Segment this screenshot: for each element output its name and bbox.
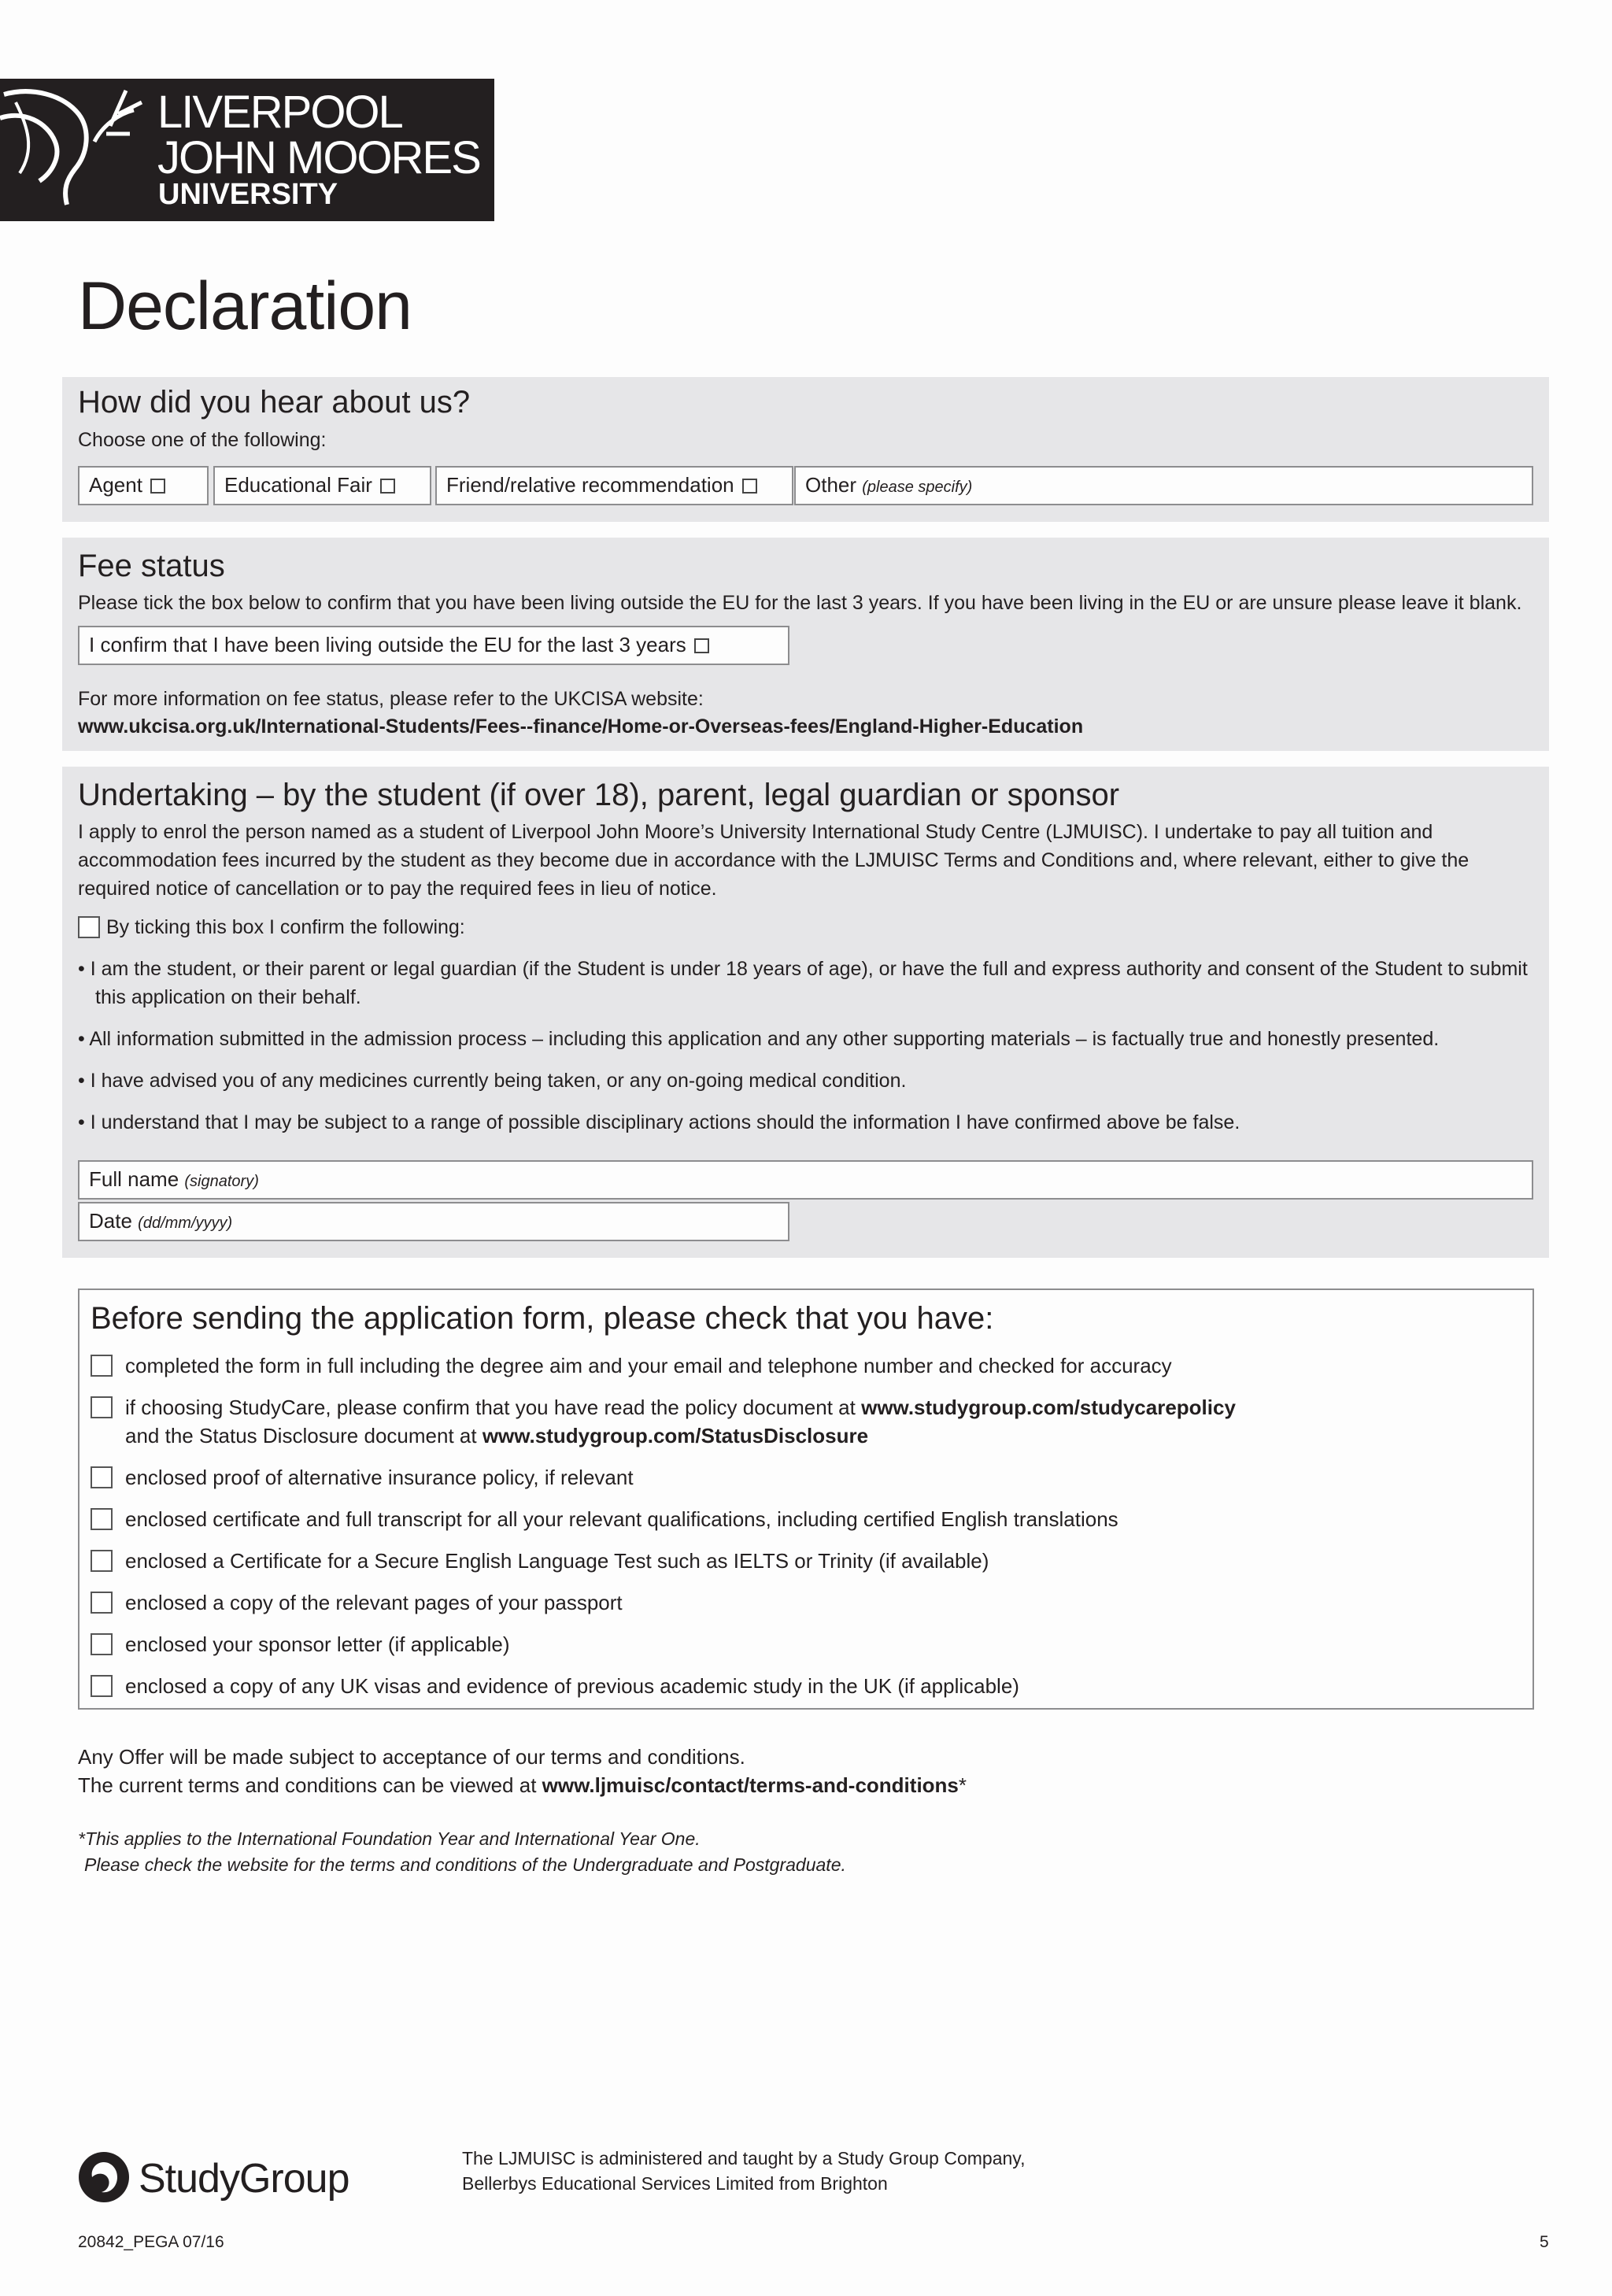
- option-friend-recommendation[interactable]: [435, 466, 793, 505]
- other-specify-input[interactable]: [794, 466, 1533, 505]
- fee-instruction: Please tick the box below to confirm that you have been living outside the EU for the last 3 years. If you have been living in the EU or are unsure please leave it blank.: [78, 592, 1522, 614]
- option-agent[interactable]: [78, 466, 209, 505]
- date-input[interactable]: [78, 1202, 789, 1241]
- fee-confirm-label: I confirm that I have been living outside the EU for the last 3 years: [89, 633, 686, 656]
- checklist-item-3: enclosed proof of alternative insurance policy, if relevant: [125, 1466, 634, 1489]
- logo-line2: JOHN MOORES: [157, 132, 480, 183]
- studycare-link[interactable]: www.studygroup.com/studycarepolicy: [861, 1396, 1236, 1419]
- fee-confirm-field[interactable]: [78, 626, 789, 665]
- other-hint: (please specify): [862, 479, 973, 496]
- studygroup-brand: StudyGroup: [139, 2156, 349, 2202]
- checklist-checkbox-5[interactable]: [91, 1550, 113, 1572]
- undertaking-para-line1: I apply to enrol the person named as a student of Liverpool John Moore’s University International Study Centre (LJMUISC). I undertake to pay all tuition and: [78, 821, 1433, 843]
- terms-note1: *This applies to the International Foundation Year and International Year One.: [78, 1828, 701, 1849]
- undertaking-confirm-label: By ticking this box I confirm the following:: [106, 916, 465, 938]
- checklist-item-1: completed the form in full including the degree aim and your email and telephone number and checked for accuracy: [125, 1354, 1172, 1377]
- undertaking-para-line3: required notice of cancellation or to pay the required fees in lieu of notice.: [78, 878, 717, 900]
- footer-admin-line2: Bellerbys Educational Services Limited from Brighton: [462, 2173, 888, 2194]
- option-educational-fair[interactable]: [213, 466, 431, 505]
- full-name-input[interactable]: [78, 1160, 1533, 1200]
- footer-admin-line1: The LJMUISC is administered and taught by a Study Group Company,: [462, 2148, 1026, 2168]
- date-label: Date: [89, 1209, 132, 1233]
- hear-instruction: Choose one of the following:: [78, 429, 327, 451]
- fee-confirm-checkbox[interactable]: [694, 638, 709, 653]
- undertaking-para-line2: accommodation fees incurred by the student as they become due in accordance with the LJMUISC Terms and Conditions and, where relevant, either to give the: [78, 849, 1470, 871]
- undertaking-bullet-1: • I am the student, or their parent or legal guardian (if the Student is under 18 years of age), or have the full and express authority and consent of the Student to submit this application on their behalf.: [78, 958, 1528, 1008]
- checklist-checkbox-7[interactable]: [91, 1633, 113, 1655]
- logo-line3: UNIVERSITY: [158, 178, 338, 211]
- checklist-checkbox-4[interactable]: [91, 1508, 113, 1530]
- undertaking-confirm-checkbox[interactable]: [78, 916, 100, 938]
- checklist-item-5: enclosed a Certificate for a Secure English Language Test such as IELTS or Trinity (if available): [125, 1549, 989, 1573]
- agent-checkbox[interactable]: [150, 479, 165, 494]
- checklist-item-status: [125, 1422, 868, 1450]
- hear-title: How did you hear about us?: [78, 385, 471, 420]
- checklist-item-4: enclosed certificate and full transcript for all your relevant qualifications, including certified English translations: [125, 1507, 1118, 1531]
- checklist-item-6: enclosed a copy of the relevant pages of your passport: [125, 1591, 623, 1614]
- checklist-checkbox-1[interactable]: [91, 1355, 113, 1377]
- status-disclosure-link[interactable]: www.studygroup.com/StatusDisclosure: [482, 1424, 869, 1447]
- checklist-item-7: enclosed your sponsor letter (if applicable): [125, 1632, 510, 1656]
- friend-recommendation-checkbox[interactable]: [742, 479, 757, 494]
- checklist-checkbox-studycare[interactable]: [91, 1396, 113, 1418]
- page-number: 5: [1540, 2233, 1549, 2251]
- option-agent-label: Agent: [89, 473, 142, 497]
- terms-link[interactable]: www.ljmuisc/contact/terms-and-conditions: [542, 1773, 959, 1797]
- date-hint: (dd/mm/yyyy): [138, 1215, 233, 1232]
- undertaking-bullet-4: • I understand that I may be subject to a range of possible disciplinary actions should the information I have confirmed above be false.: [78, 1111, 1240, 1133]
- checklist-checkbox-3[interactable]: [91, 1466, 113, 1488]
- terms-line1: Any Offer will be made subject to acceptance of our terms and conditions.: [78, 1745, 745, 1769]
- university-logo: [0, 79, 494, 221]
- logo-line1: LIVERPOOL: [157, 87, 402, 138]
- option-friend-label: Friend/relative recommendation: [446, 473, 734, 497]
- page-title: Declaration: [78, 268, 412, 344]
- terms-asterisk: *: [958, 1773, 967, 1797]
- undertaking-bullet-3: • I have advised you of any medicines currently being taken, or any on-going medical condition.: [78, 1070, 907, 1092]
- checklist-checkbox-8[interactable]: [91, 1675, 113, 1697]
- undertaking-bullet-2: • All information submitted in the admission process – including this application and any other supporting materials – is factually true and honestly presented.: [78, 1028, 1440, 1050]
- checklist-item-8: enclosed a copy of any UK visas and evidence of previous academic study in the UK (if applicable): [125, 1674, 1019, 1698]
- fee-status-section: [62, 538, 1549, 751]
- option-fair-label: Educational Fair: [224, 473, 372, 497]
- hear-about-us-section: [62, 377, 1549, 522]
- checklist-checkbox-6[interactable]: [91, 1592, 113, 1614]
- undertaking-title: Undertaking – by the student (if over 18), parent, legal guardian or sponsor: [78, 778, 1120, 812]
- checklist-title: Before sending the application form, please check that you have:: [91, 1301, 994, 1336]
- application-checklist: [78, 1288, 1534, 1710]
- ukcisa-link[interactable]: www.ukcisa.org.uk/International-Students/Fees--finance/Home-or-Overseas-fees/England-Higher-Education: [78, 715, 1084, 738]
- fee-info: For more information on fee status, please refer to the UKCISA website:: [78, 688, 704, 710]
- terms-line2-text: The current terms and conditions can be viewed at: [78, 1773, 537, 1797]
- terms-note2: Please check the website for the terms and conditions of the Undergraduate and Postgraduate.: [84, 1854, 846, 1875]
- studycare-text: if choosing StudyCare, please confirm that you have read the policy document at: [125, 1396, 856, 1419]
- full-name-hint: (signatory): [184, 1173, 259, 1190]
- liver-bird-icon: [0, 79, 150, 221]
- status-text: and the Status Disclosure document at: [125, 1424, 477, 1447]
- footer-code: 20842_PEGA 07/16: [78, 2233, 224, 2251]
- checklist-item-studycare: [125, 1393, 1236, 1422]
- other-label: Other: [805, 473, 857, 497]
- fee-title: Fee status: [78, 549, 225, 583]
- studygroup-logo-icon: [78, 2151, 130, 2203]
- terms-line2: [78, 1771, 967, 1799]
- undertaking-section: [62, 767, 1549, 1258]
- full-name-label: Full name: [89, 1167, 179, 1191]
- educational-fair-checkbox[interactable]: [380, 479, 395, 494]
